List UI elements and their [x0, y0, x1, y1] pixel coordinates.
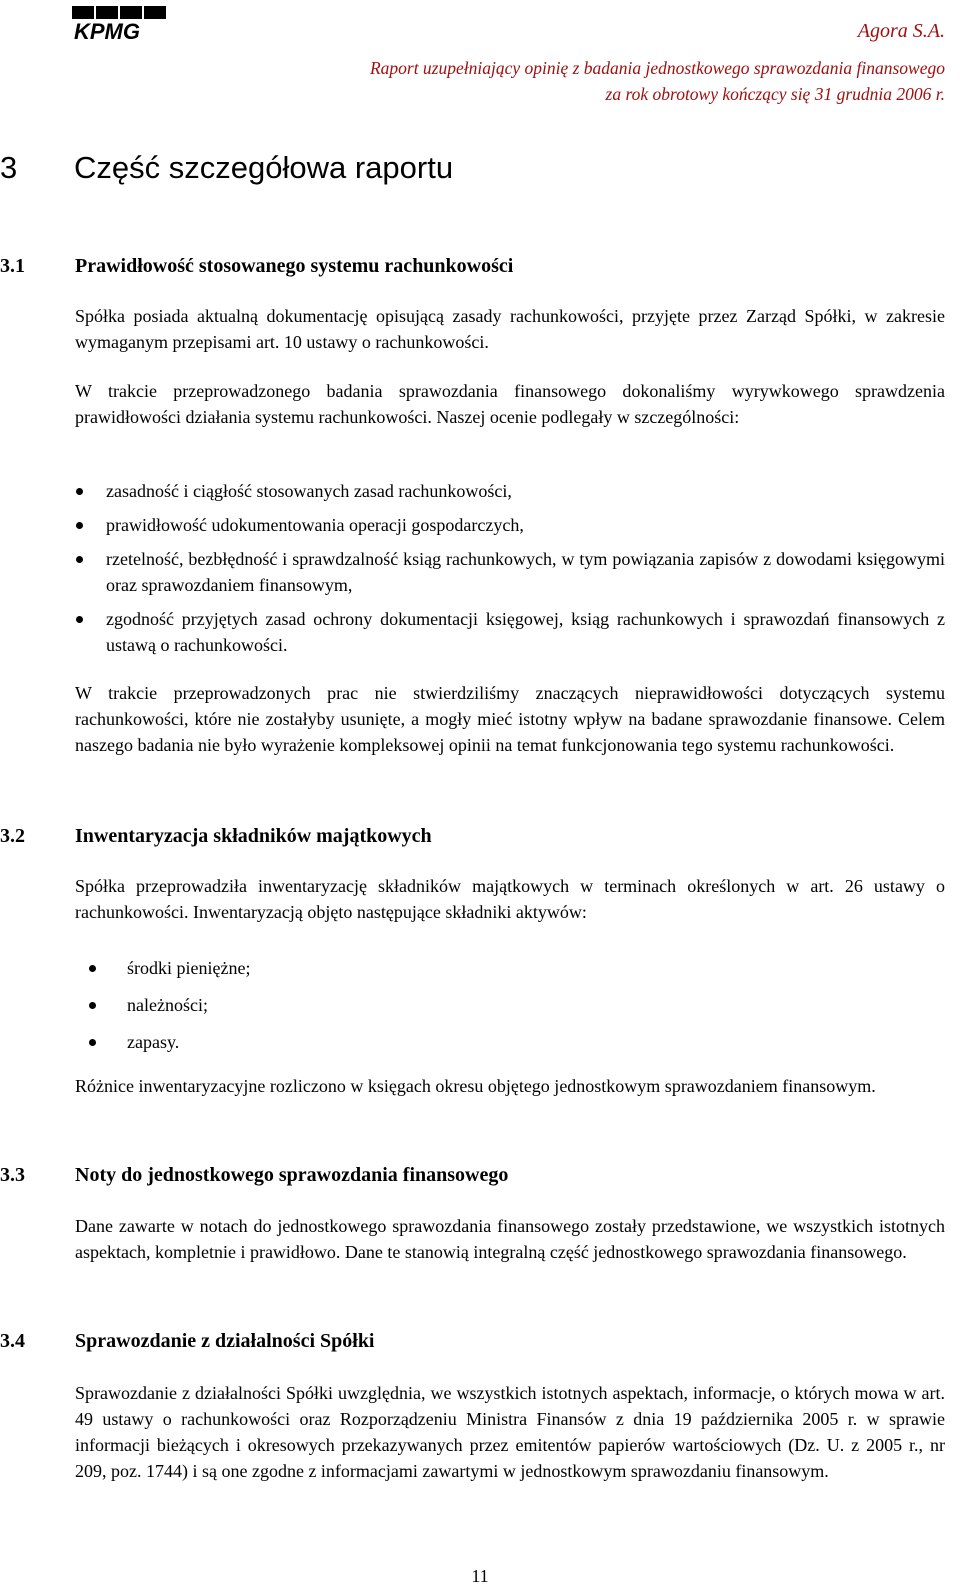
logo-text: KPMG [74, 19, 140, 40]
section-3-2-bullet-list [127, 955, 945, 1055]
section-3-3-paragraph-1: Dane zawarte w notach do jednostkowego sprawozdania finansowego zostały przedstawione, we wszystkich istotnych aspektach, kompletnie i prawidłowo. Dane te stanowią integralną część jednostkowego sprawozdania finansowego. [75, 1216, 945, 1262]
chapter-number: 3 [0, 150, 18, 185]
kpmg-logo [72, 6, 166, 40]
section-heading-3-4 [0, 1330, 375, 1353]
list-item: prawidłowość udokumentowania operacji gospodarczych, [106, 512, 945, 538]
section-3-2-paragraph-2: Różnice inwentaryzacyjne rozliczono w księgach okresu objętego jednostkowym sprawozdaniem finansowym. [75, 1076, 876, 1096]
section-3-1-bullet-list [106, 478, 945, 658]
list-item: zgodność przyjętych zasad ochrony dokumentacji księgowej, ksiąg rachunkowych i sprawozdań finansowych z ustawą o rachunkowości. [106, 606, 945, 658]
bullet-icon [76, 522, 83, 529]
header-company: Agora S.A. [857, 20, 945, 42]
list-item: zapasy. [127, 1029, 945, 1055]
bullet-icon [76, 488, 83, 495]
section-title: Prawidłowość stosowanego systemu rachunkowości [75, 255, 514, 277]
section-3-1-paragraph-2: W trakcie przeprowadzonego badania sprawozdania finansowego dokonaliśmy wyrywkowego sprawdzenia prawidłowości działania systemu rachunkowości. Naszej ocenie podlegały w szczególności: [75, 381, 945, 427]
section-number: 3.3 [0, 1164, 25, 1186]
section-heading-3-2 [0, 825, 432, 848]
header-report-title: Raport uzupełniający opinię z badania jednostkowego sprawozdania finansowego [369, 58, 945, 78]
bullet-icon [76, 616, 83, 623]
section-title: Inwentaryzacja składników majątkowych [75, 825, 432, 847]
section-heading-3-1 [0, 255, 513, 278]
section-3-1-paragraph-3: W trakcie przeprowadzonych prac nie stwierdziliśmy znaczących nieprawidłowości dotyczących systemu rachunkowości, które nie zostałyby usunięte, a mogły mieć istotny wpływ na badane sprawozdanie finansowe. Celem naszego badania nie było wyrażenie kompleksowej opinii na temat funkcjonowania tego systemu rachunkowości. [75, 683, 945, 755]
list-item: rzetelność, bezbłędność i sprawdzalność ksiąg rachunkowych, w tym powiązania zapisów z dowodami księgowymi oraz sprawozdaniem finansowym, [106, 546, 945, 598]
list-item: zasadność i ciągłość stosowanych zasad rachunkowości, [106, 478, 945, 504]
chapter-heading [0, 150, 453, 186]
section-title: Noty do jednostkowego sprawozdania finansowego [75, 1164, 509, 1186]
section-title: Sprawozdanie z działalności Spółki [75, 1330, 375, 1352]
list-item: należności; [127, 992, 945, 1018]
header-report-period: za rok obrotowy kończący się 31 grudnia 2006 r. [605, 84, 945, 104]
section-3-4-paragraph-1: Sprawozdanie z działalności Spółki uwzględnia, we wszystkich istotnych aspektach, informacje, o których mowa w art. 49 ustawy o rachunkowości oraz Rozporządzeniu Ministra Finansów z dnia 19 października 2005 r. w sprawie informacji bieżących i okresowych przekazywanych przez emitentów papierów wartościowych (Dz. U. z 2005 r., nr 209, poz. 1744) i są one zgodne z informacjami zawartymi w jednostkowym sprawozdaniu finansowym. [75, 1383, 945, 1481]
bullet-icon [89, 1039, 96, 1046]
chapter-title: Część szczegółowa raportu [74, 150, 454, 185]
bullet-icon [89, 1002, 96, 1009]
list-item: środki pieniężne; [127, 955, 945, 981]
section-number: 3.2 [0, 825, 25, 847]
section-number: 3.4 [0, 1330, 25, 1352]
bullet-icon [76, 556, 83, 563]
page-number: 11 [471, 1566, 489, 1586]
bullet-icon [89, 965, 96, 972]
section-heading-3-3 [0, 1164, 508, 1187]
section-number: 3.1 [0, 255, 25, 277]
section-3-1-paragraph-1: Spółka posiada aktualną dokumentację opisującą zasady rachunkowości, przyjęte przez Zarząd Spółki, w zakresie wymaganym przepisami art. 10 ustawy o rachunkowości. [75, 306, 945, 352]
section-3-2-paragraph-1: Spółka przeprowadziła inwentaryzację składników majątkowych w terminach określonych w art. 26 ustawy o rachunkowości. Inwentaryzacją objęto następujące składniki aktywów: [75, 876, 945, 922]
